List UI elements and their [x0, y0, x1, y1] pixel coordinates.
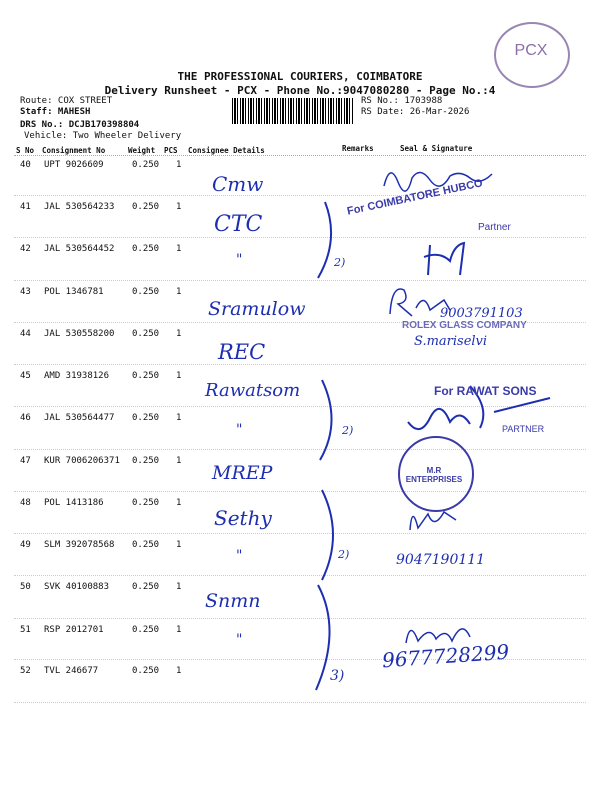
row-sno: 43 [20, 287, 31, 297]
col-seal: Seal & Signature [400, 144, 473, 153]
row-weight: 0.250 [132, 498, 160, 508]
hw-bracket-count: 3) [330, 668, 345, 684]
hw-consignee: Cmw [212, 172, 264, 196]
hw-consignee: " [236, 632, 243, 648]
signature [404, 500, 464, 536]
row-weight: 0.250 [132, 160, 160, 170]
row-pcs: 1 [176, 329, 182, 339]
row-consignment: RSP 2012701 [44, 625, 104, 635]
signature [420, 235, 480, 280]
partner-stamp: Partner [478, 222, 511, 233]
row-consignment: UPT 9026609 [44, 160, 104, 170]
row-weight: 0.250 [132, 625, 160, 635]
row-sno: 40 [20, 160, 31, 170]
row-divider [14, 702, 586, 703]
hw-consignee: REC [218, 340, 266, 364]
row-sno: 45 [20, 371, 31, 381]
hw-phone: 9047190111 [396, 552, 486, 568]
row-pcs: 1 [176, 244, 182, 254]
hw-consignee: MREP [212, 462, 273, 484]
row-weight: 0.250 [132, 287, 160, 297]
hw-phone: 9677728299 [381, 639, 510, 673]
drs-label: DRS No.: DCJB170398804 [20, 120, 140, 130]
row-weight: 0.250 [132, 244, 160, 254]
row-sno: 50 [20, 582, 31, 592]
row-pcs: 1 [176, 287, 182, 297]
col-weight: Weight [128, 146, 156, 155]
hw-consignee: Sramulow [208, 298, 306, 320]
coimbatore-stamp: For COIMBATORE HUBCO [346, 177, 484, 218]
row-consignment: JAL 530564233 [44, 202, 115, 212]
row-pcs: 1 [176, 625, 182, 635]
staff-label: Staff: MAHESH [20, 107, 91, 117]
row-consignment: POL 1346781 [44, 287, 104, 297]
row-weight: 0.250 [132, 666, 160, 676]
row-weight: 0.250 [132, 202, 160, 212]
row-pcs: 1 [176, 666, 182, 676]
row-pcs: 1 [176, 582, 182, 592]
row-consignment: JAL 530558200 [44, 329, 115, 339]
col-sno: S No [16, 146, 35, 155]
row-sno: 49 [20, 540, 31, 550]
partner-stamp: PARTNER [502, 424, 545, 434]
row-pcs: 1 [176, 540, 182, 550]
page-title: THE PROFESSIONAL COURIERS, COIMBATORE [177, 70, 423, 83]
col-remarks: Remarks [342, 144, 374, 153]
col-consignment: Consignment No [42, 146, 106, 155]
row-sno: 41 [20, 202, 31, 212]
row-consignment: JAL 530564452 [44, 244, 115, 254]
hw-phone: 9003791103 [440, 306, 523, 321]
row-sno: 51 [20, 625, 31, 635]
row-pcs: 1 [176, 202, 182, 212]
hw-consignee: " [236, 252, 243, 268]
rolex-stamp: ROLEX GLASS COMPANY [402, 320, 527, 331]
enterprises-stamp-text: M.R ENTERPRISES [405, 466, 463, 484]
rawat-stamp: For RAWAT SONS [434, 384, 537, 398]
hw-consignee: " [236, 548, 243, 564]
hw-consignee: Snmn [205, 590, 261, 612]
hw-consignee: CTC [214, 212, 263, 237]
row-weight: 0.250 [132, 540, 160, 550]
hw-consignee: " [236, 422, 243, 438]
row-weight: 0.250 [132, 413, 160, 423]
col-consignee: Consignee Details [188, 146, 265, 155]
row-consignment: POL 1413186 [44, 498, 104, 508]
route-label: Route: COX STREET [20, 96, 113, 106]
row-weight: 0.250 [132, 329, 160, 339]
row-weight: 0.250 [132, 371, 160, 381]
row-consignment: AMD 31938126 [44, 371, 110, 381]
row-pcs: 1 [176, 456, 182, 466]
page-subtitle: Delivery Runsheet - PCX - Phone No.:9047080280 - Page No.:4 [104, 84, 496, 97]
row-sno: 42 [20, 244, 31, 254]
row-consignment: SLM 392078568 [44, 540, 115, 550]
header-divider [14, 155, 586, 156]
col-pcs: PCS [164, 146, 178, 155]
pcx-stamp-text: PCX [514, 42, 548, 59]
row-weight: 0.250 [132, 456, 160, 466]
hw-consignee: Rawatsom [205, 380, 301, 401]
rs-date: RS Date: 26-Mar-2026 [361, 107, 470, 117]
rs-number: RS No.: 1703988 [361, 96, 443, 106]
row-sno: 46 [20, 413, 31, 423]
row-sno: 52 [20, 666, 31, 676]
row-sno: 48 [20, 498, 31, 508]
hw-signature-name: S.mariselvi [414, 334, 488, 349]
row-consignment: KUR 7006206371 [44, 456, 120, 466]
hw-consignee: Sethy [214, 506, 272, 530]
row-pcs: 1 [176, 498, 182, 508]
row-pcs: 1 [176, 371, 182, 381]
barcode [232, 98, 354, 124]
row-consignment: TVL 246677 [44, 666, 99, 676]
row-sno: 44 [20, 329, 31, 339]
signature [380, 158, 500, 198]
row-consignment: JAL 530564477 [44, 413, 115, 423]
row-consignment: SVK 40100883 [44, 582, 110, 592]
hw-bracket-count: 2) [334, 256, 346, 269]
hw-bracket-count: 2) [342, 424, 354, 437]
row-pcs: 1 [176, 413, 182, 423]
hw-bracket-count: 2) [338, 548, 350, 561]
row-pcs: 1 [176, 160, 182, 170]
row-sno: 47 [20, 456, 31, 466]
row-weight: 0.250 [132, 582, 160, 592]
vehicle-label: Vehicle: Two Wheeler Delivery [24, 131, 182, 141]
